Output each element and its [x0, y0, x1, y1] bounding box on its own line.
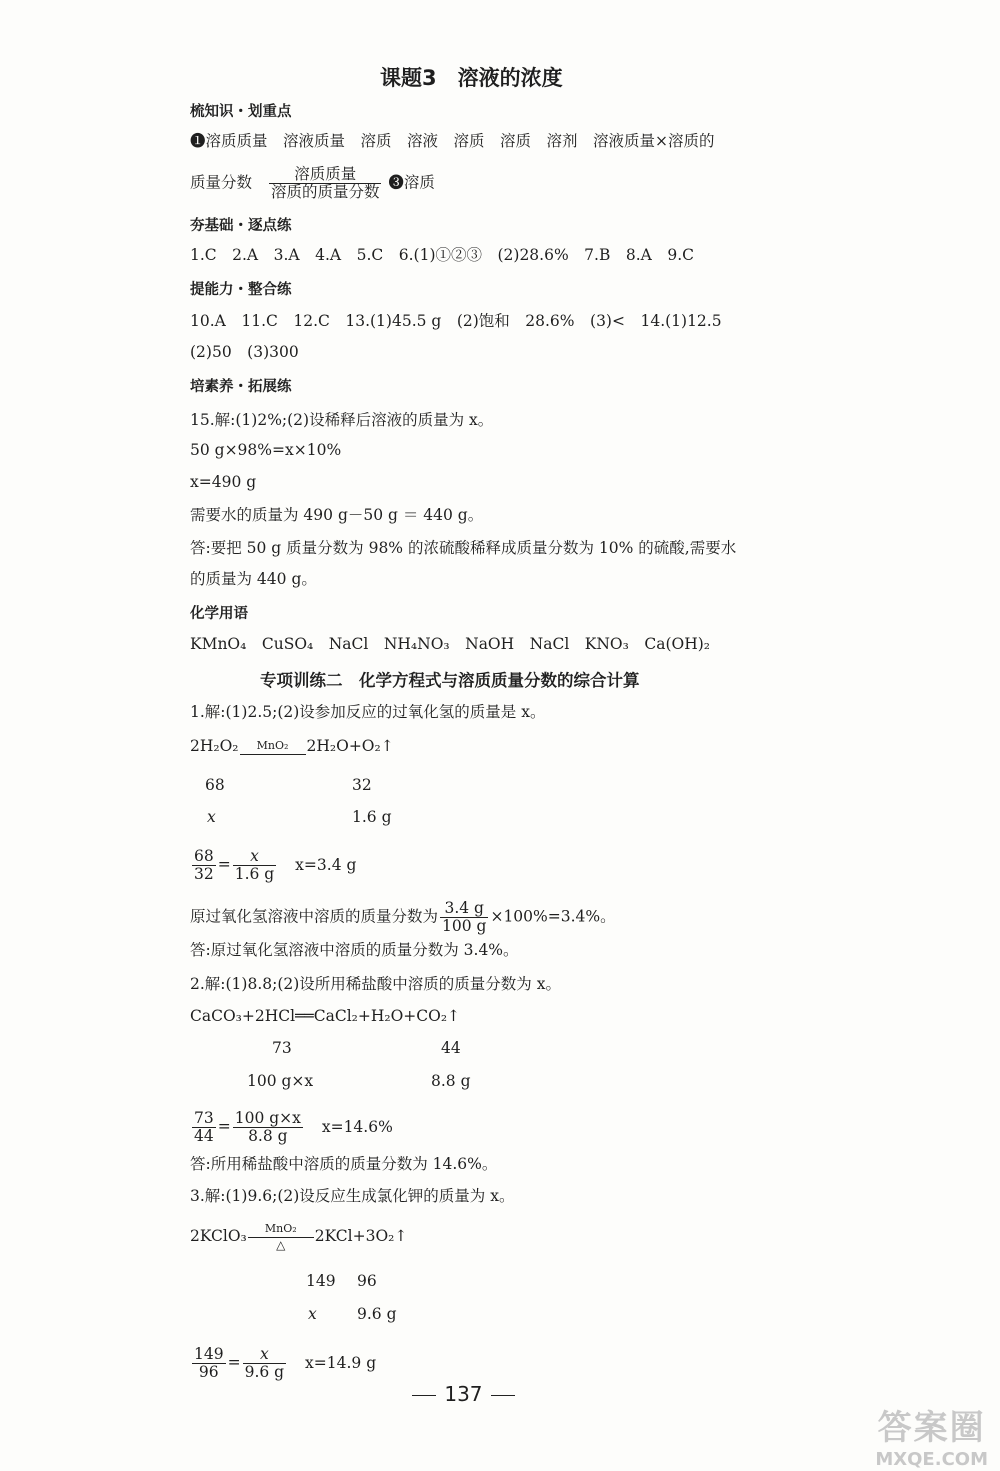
denominator: 溶质的质量分数: [270, 183, 380, 201]
numerator: 149: [194, 1345, 224, 1363]
fraction: [233, 848, 277, 883]
result: x=14.9 g: [305, 1353, 377, 1372]
section-heading: 夯基础・逐点练: [190, 218, 292, 234]
denominator: 8.8 g: [248, 1127, 288, 1145]
answer-line: 答:原过氧化氢溶液中溶质的质量分数为 3.4%。: [190, 941, 519, 959]
text: 质量分数: [190, 173, 253, 192]
answer-line: [190, 900, 616, 935]
condition: [248, 1222, 314, 1252]
fraction: [243, 1346, 287, 1381]
numerator: 68: [194, 847, 214, 865]
page-number: [410, 1382, 517, 1406]
numerator: 100 g×x: [234, 1109, 301, 1127]
section-heading: 培素养・拓展练: [190, 379, 292, 395]
answer-line: KMnO₄ CuSO₄ NaCl NH₄NO₃ NaOH NaCl KNO₃ Ca(OH)₂: [190, 635, 710, 653]
catalyst: MnO₂: [264, 1222, 297, 1235]
dash-right: [491, 1395, 515, 1396]
value: 9.6 g: [357, 1305, 397, 1323]
fraction: [192, 1110, 216, 1145]
molar-mass: 68: [205, 776, 225, 794]
proportion: $\frac{149}{96}$ = $\frac{x}{9.6 g}$ x=14.9 g: [194, 1345, 377, 1381]
text: ❸溶质: [388, 173, 435, 192]
answer-line: 10.A 11.C 12.C 13.(1)45.5 g (2)饱和 28.6% (3)< 14.(1)12.5: [190, 312, 722, 330]
text: 原过氧化氢溶液中溶质的质量分数为: [190, 907, 439, 926]
reactant: 2H₂O₂: [190, 737, 239, 755]
denominator: 9.6 g: [244, 1363, 285, 1381]
fraction: [440, 900, 488, 935]
value: 1.6 g: [352, 808, 392, 826]
molar-mass: 149: [306, 1272, 336, 1290]
product: 2KCl+3O₂↑: [314, 1227, 408, 1245]
reactant: 2KClO₃: [190, 1227, 247, 1245]
equation: [190, 1222, 407, 1252]
denominator: 96: [198, 1363, 219, 1381]
variable: x: [207, 808, 216, 826]
numerator: 3.4 g: [440, 900, 488, 918]
value: 8.8 g: [431, 1072, 471, 1090]
denominator: 1.6 g: [234, 865, 275, 883]
variable: 100 g×x: [247, 1072, 314, 1090]
answer-line: 15.解:(1)2%;(2)设稀释后溶液的质量为 x。: [190, 411, 494, 429]
equation: CaCO₃+2HCl══CaCl₂+H₂O+CO₂↑: [190, 1007, 461, 1025]
condition: [240, 739, 306, 755]
section-heading: 提能力・整合练: [190, 282, 292, 298]
answer-line: 2.解:(1)8.8;(2)设所用稀盐酸中溶质的质量分数为 x。: [190, 975, 561, 993]
molar-mass: 96: [357, 1272, 377, 1290]
fraction: [233, 1110, 303, 1145]
fraction: [269, 166, 382, 201]
answer-line: ❶溶质质量 溶液质量 溶质 溶液 溶质 溶质 溶剂 溶液质量×溶质的: [190, 132, 715, 150]
answer-line: 3.解:(1)9.6;(2)设反应生成氯化钾的质量为 x。: [190, 1187, 515, 1205]
numerator: x: [233, 848, 277, 866]
result: x=14.6%: [321, 1117, 393, 1136]
numerator: 溶质质量: [269, 166, 382, 184]
answer-line: 的质量为 440 g。: [190, 570, 317, 588]
watermark: [875, 1400, 988, 1470]
catalyst: MnO₂: [256, 739, 289, 752]
answer-line: [190, 166, 435, 201]
section-heading: 化学用语: [190, 606, 248, 622]
answer-line: 1.C 2.A 3.A 4.A 5.C 6.(1)①②③ (2)28.6% 7.B 8.A 9.C: [190, 246, 694, 264]
proportion: $\frac{73}{44}$ = $\frac{100 g\times x}{8.8 g}$ x=14.6%: [194, 1109, 393, 1145]
section-heading: 梳知识・划重点: [190, 104, 292, 120]
heat-symbol: △: [276, 1238, 286, 1252]
watermark-logo: 答案圈: [877, 1408, 986, 1448]
text: ×100%=3.4%。: [490, 907, 616, 926]
answer-line: 答:要把 50 g 质量分数为 98% 的浓硫酸稀释成质量分数为 10% 的硫酸,需要水: [190, 539, 737, 557]
page-title: 课题3 溶液的浓度: [380, 66, 563, 90]
variable: x: [308, 1305, 317, 1323]
molar-mass: 73: [272, 1039, 292, 1057]
watermark-url: MXQE.COM: [875, 1449, 988, 1470]
molar-mass: 44: [441, 1039, 461, 1057]
answer-line: 需要水的质量为 490 g－50 g ＝ 440 g。: [190, 506, 484, 524]
equation: [190, 736, 394, 756]
numerator: x: [243, 1346, 287, 1364]
page-number-text: 137: [444, 1382, 483, 1406]
product: 2H₂O+O₂↑: [306, 737, 394, 755]
result: x=3.4 g: [295, 855, 357, 874]
denominator: 100 g: [442, 917, 487, 935]
answer-line: 答:所用稀盐酸中溶质的质量分数为 14.6%。: [190, 1155, 498, 1173]
denominator: 32: [194, 865, 214, 883]
dash-left: [412, 1395, 436, 1396]
answer-line: (2)50 (3)300: [190, 343, 299, 361]
numerator: 73: [194, 1109, 214, 1127]
fraction: [192, 1346, 226, 1381]
fraction: [192, 848, 216, 883]
reaction-line: [240, 754, 306, 755]
proportion: $\frac{68}{32}$ = $\frac{x}{1.6 g}$ x=3.4 g: [194, 847, 357, 883]
denominator: 44: [194, 1127, 214, 1145]
answer-line: x=490 g: [190, 473, 257, 491]
molar-mass: 32: [352, 776, 372, 794]
section-title: 专项训练二 化学方程式与溶质质量分数的综合计算: [260, 671, 640, 690]
answer-line: 1.解:(1)2.5;(2)设参加反应的过氧化氢的质量是 x。: [190, 703, 546, 721]
answer-line: 50 g×98%=x×10%: [190, 441, 342, 459]
